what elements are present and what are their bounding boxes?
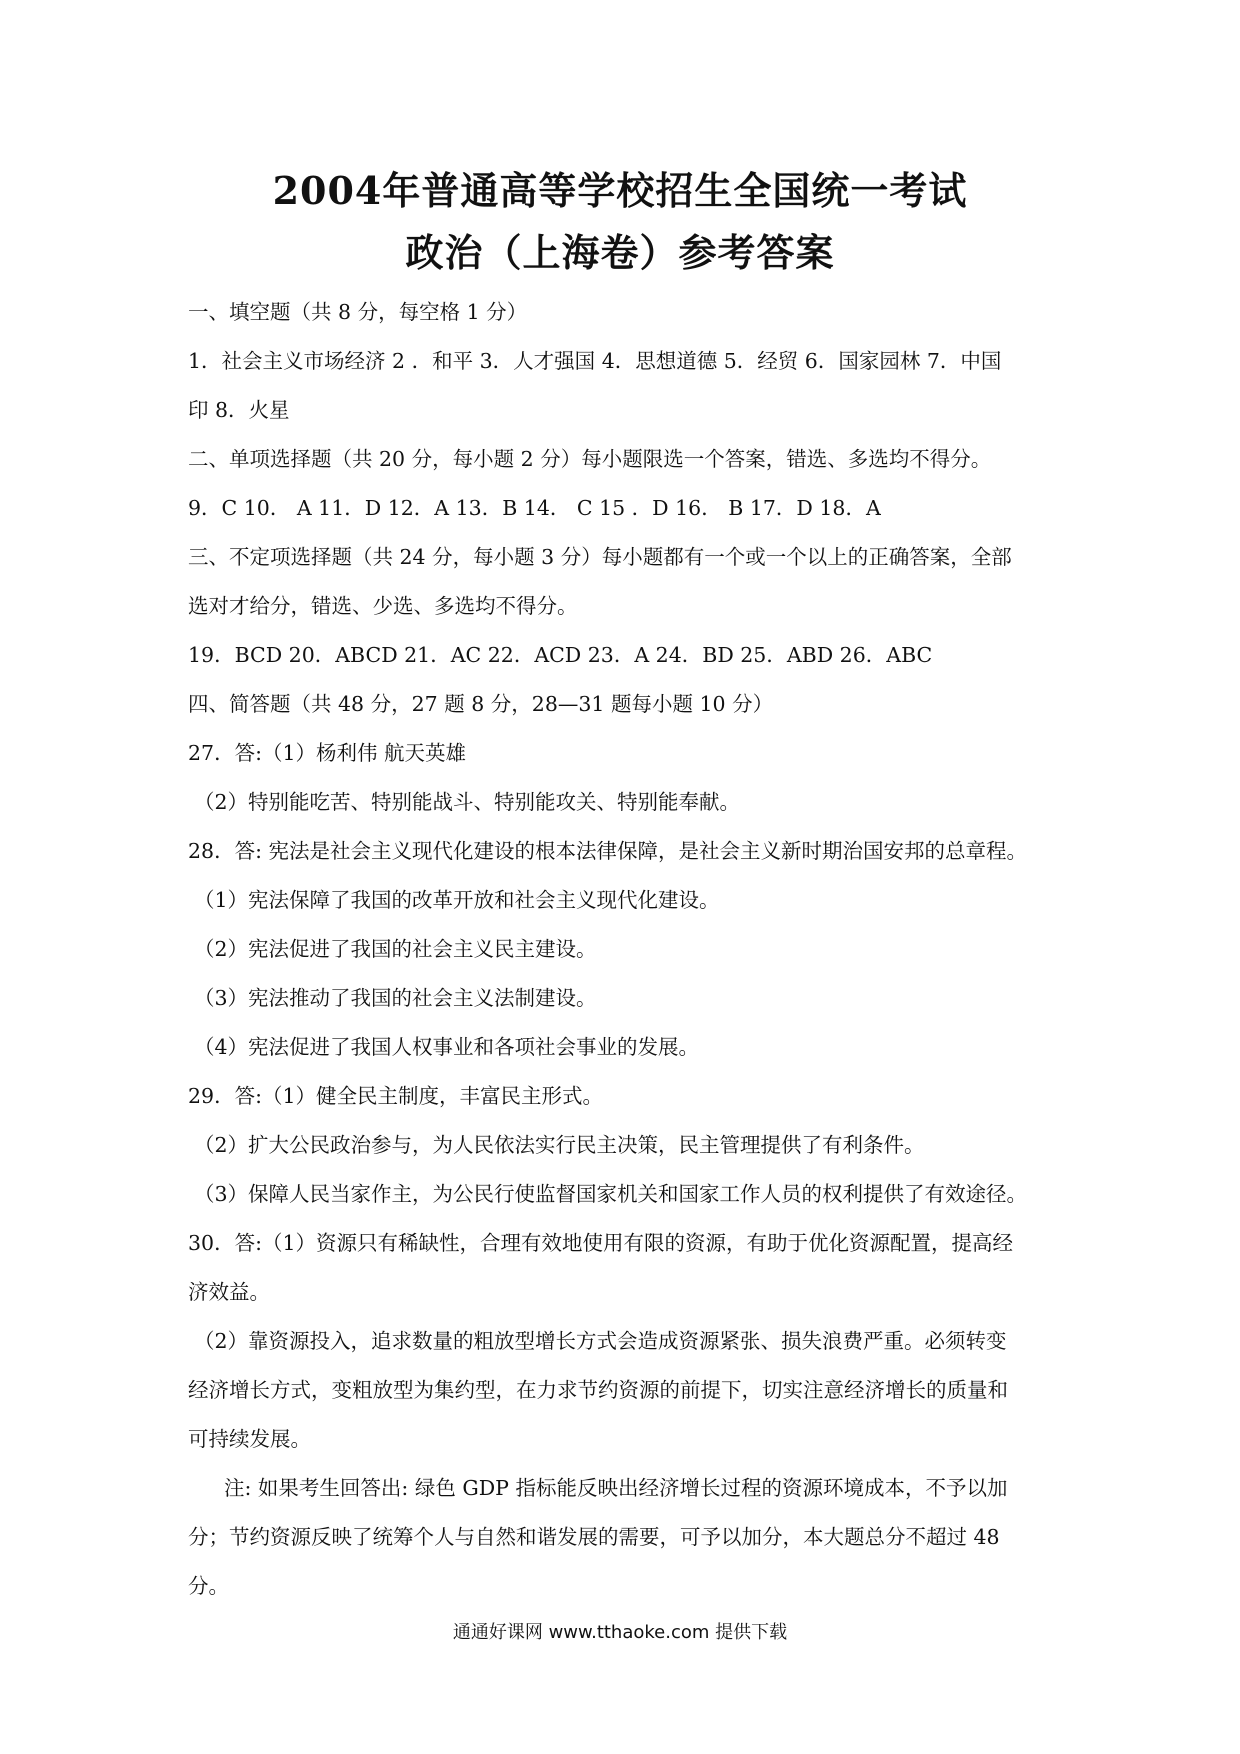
document-title-line2: 政治（上海卷）参考答案 (405, 230, 835, 275)
answer-line: 29．答:（1）健全民主制度，丰富民主形式。 (188, 1084, 604, 1108)
note-line: 注: 如果考生回答出: 绿色 GDP 指标能反映出经济增长过程的资源环境成本，不予以加 (224, 1476, 1008, 1500)
answer-line: （2）靠资源投入，追求数量的粗放型增长方式会造成资源紧张、损失浪费严重。必须转变 (194, 1329, 1007, 1353)
answer-line: 9．C 10． A 11．D 12．A 13．B 14． C 15 ．D 16． B 17．D 18．A (188, 496, 881, 520)
section-heading-fill-blank: 一、填空题（共 8 分，每空格 1 分） (188, 300, 528, 324)
section-heading-single-choice: 二、单项选择题（共 20 分，每小题 2 分）每小题限选一个答案，错选、多选均不得分。 (188, 447, 992, 471)
answer-line: （2）特别能吃苦、特别能战斗、特别能攻关、特别能奉献。 (194, 790, 741, 814)
note-line: 分。 (188, 1574, 229, 1598)
note-line: 分；节约资源反映了统筹个人与自然和谐发展的需要，可予以加分，本大题总分不超过 48 (188, 1525, 1000, 1549)
answer-line: （4）宪法促进了我国人权事业和各项社会事业的发展。 (194, 1035, 700, 1059)
answer-line: （3）保障人民当家作主，为公民行使监督国家机关和国家工作人员的权利提供了有效途径。 (194, 1182, 1028, 1206)
answer-line: 1．社会主义市场经济 2 ．和平 3．人才强国 4．思想道德 5．经贸 6．国家园林 7．中国 (188, 349, 1002, 373)
answer-line: （2）宪法促进了我国的社会主义民主建设。 (194, 937, 597, 961)
answer-line: （1）宪法保障了我国的改革开放和社会主义现代化建设。 (194, 888, 720, 912)
answer-line: （3）宪法推动了我国的社会主义法制建设。 (194, 986, 597, 1010)
answer-line: 27．答:（1）杨利伟 航天英雄 (188, 741, 467, 765)
answer-line: 印 8．火星 (188, 398, 290, 422)
answer-line: 28．答: 宪法是社会主义现代化建设的根本法律保障，是社会主义新时期治国安邦的总章程。 (188, 839, 1028, 863)
answer-line: （2）扩大公民政治参与，为人民依法实行民主决策，民主管理提供了有利条件。 (194, 1133, 925, 1157)
answer-line: 可持续发展。 (188, 1427, 311, 1451)
answer-line: 济效益。 (188, 1280, 270, 1304)
section-heading-multi-choice-cont: 选对才给分，错选、少选、多选均不得分。 (188, 594, 578, 618)
document-body (188, 288, 1058, 1611)
section-heading-multi-choice: 三、不定项选择题（共 24 分，每小题 3 分）每小题都有一个或一个以上的正确答案，全部 (188, 545, 1012, 569)
answer-line: 30．答:（1）资源只有稀缺性，合理有效地使用有限的资源，有助于优化资源配置，提高经 (188, 1231, 1014, 1255)
page-footer: 通通好课网 www.tthaoke.com 提供下载 (452, 1622, 788, 1643)
document-title-line1: 2004年普通高等学校招生全国统一考试 (272, 168, 968, 213)
answer-line: 经济增长方式，变粗放型为集约型，在力求节约资源的前提下，切实注意经济增长的质量和 (188, 1378, 1008, 1402)
section-heading-short-answer: 四、简答题（共 48 分，27 题 8 分，28—31 题每小题 10 分） (188, 692, 774, 716)
answer-line: 19．BCD 20．ABCD 21．AC 22．ACD 23．A 24．BD 25．ABD 26．ABC (188, 643, 933, 667)
